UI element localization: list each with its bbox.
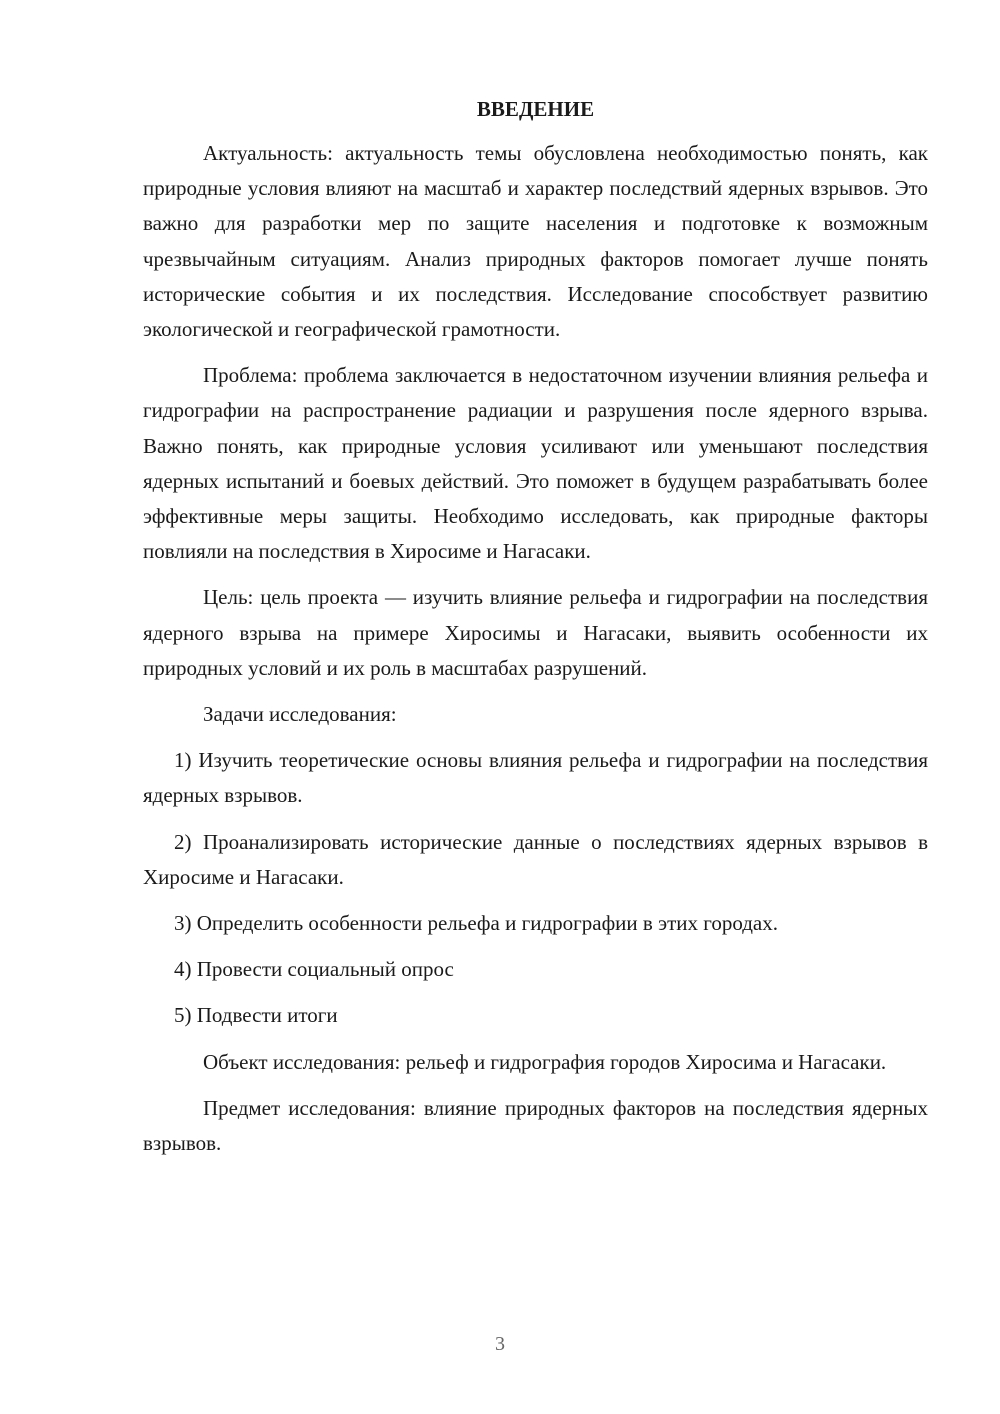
relevance-paragraph: Актуальность: актуальность темы обусловлена необходимостью понять, как природные условия влияют на масштаб и характер последствий ядерных взрывов. Это важно для разработки мер по защите населения и подготовке к возможным чрезвычайным ситуациям. Анализ природных факторов помогает лучше понять исторические события и их последствия. Исследование способствует развитию экологической и географической грамотности. — [143, 141, 928, 342]
page-number: 3 — [495, 1333, 505, 1355]
object-paragraph: Объект исследования: рельеф и гидрография городов Хиросима и Нагасаки. — [203, 1049, 887, 1074]
tasks-list — [143, 743, 928, 1033]
list-item: 1) Изучить теоретические основы влияния рельефа и гидрографии на последствия ядерных взрывов. — [143, 748, 928, 808]
list-item: 4) Провести социальный опрос — [174, 957, 454, 982]
list-item: 5) Подвести итоги — [174, 1003, 338, 1028]
list-item: 3) Определить особенности рельефа и гидрографии в этих городах. — [174, 911, 778, 936]
subject-paragraph: Предмет исследования: влияние природных факторов на последствия ядерных взрывов. — [143, 1095, 928, 1156]
page-title: ВВЕДЕНИЕ — [476, 97, 595, 121]
document-page — [143, 94, 928, 1172]
goal-paragraph: Цель: цель проекта — изучить влияние рельефа и гидрографии на последствия ядерного взрыва на примере Хиросимы и Нагасаки, выявить особенности их природных условий и их роль в масштабах разрушений. — [143, 585, 928, 680]
tasks-heading: Задачи исследования: — [203, 702, 397, 727]
list-item: 2) Проанализировать исторические данные о последствиях ядерных взрывов в Хиросиме и Нагасаки. — [143, 829, 928, 889]
problem-paragraph: Проблема: проблема заключается в недостаточном изучении влияния рельефа и гидрографии на распространение радиации и разрушения после ядерного взрыва. Важно понять, как природные условия усиливают или уменьшают последствия ядерных испытаний и боевых действий. Это поможет в будущем разрабатывать более эффективные меры защиты. Необходимо исследовать, как природные факторы повлияли на последствия в Хиросиме и Нагасаки. — [143, 363, 928, 564]
